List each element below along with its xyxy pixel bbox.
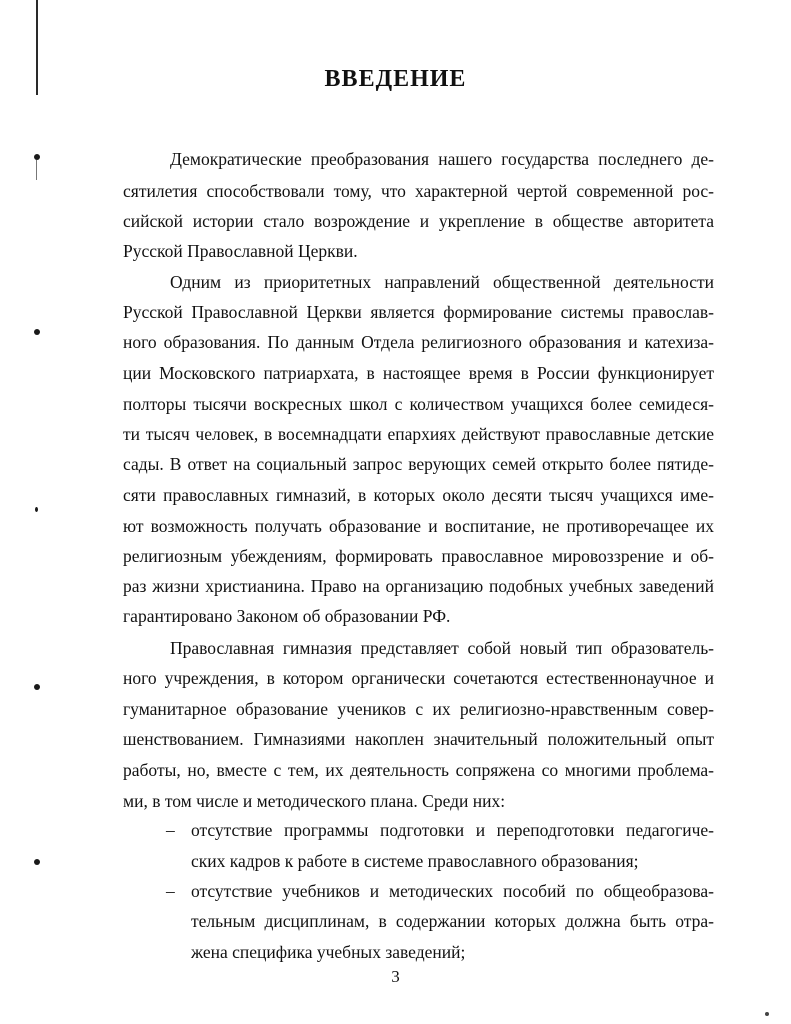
paragraph-line: раз жизни христианина. Право на организацию подобных учебных заведений	[123, 576, 714, 596]
paragraph-line: сады. В ответ на социальный запрос верующих семей открыто более пятиде-	[123, 454, 714, 474]
paragraph-line: Русской Православной Церкви.	[123, 241, 358, 261]
binder-hole-dot	[34, 154, 40, 160]
list-item-line: жена специфика учебных заведений;	[191, 942, 466, 962]
paragraph-line: Демократические преобразования нашего государства последнего де-	[170, 149, 714, 169]
paragraph-line: религиозным убеждениям, формировать православное мировоззрение и об-	[123, 546, 714, 566]
page-number: 3	[391, 967, 400, 986]
paragraph-line: полторы тысячи воскресных школ с количеством учащихся более семидеся-	[123, 394, 714, 414]
binder-hole-dot	[34, 329, 40, 335]
paragraph-line: ного учреждения, в котором органически сочетаются естественнонаучное и	[123, 668, 714, 688]
page-title: ВВЕДЕНИЕ	[324, 66, 467, 92]
paragraph-line: ми, в том числе и методического плана. Среди них:	[123, 791, 506, 811]
scan-edge-mark	[36, 160, 37, 180]
paragraph-line: гарантировано Законом об образовании РФ.	[123, 606, 451, 626]
paragraph-line: Русской Православной Церкви является формирование системы православ-	[123, 302, 714, 322]
paragraph-line: сяти православных гимназий, в которых около десяти тысяч учащихся име-	[123, 485, 714, 505]
list-dash: –	[166, 820, 175, 840]
paragraph-line: Православная гимназия представляет собой новый тип образователь-	[170, 638, 714, 658]
scan-corner-mark	[765, 1012, 769, 1016]
list-item-line: отсутствие программы подготовки и переподготовки педагогиче-	[191, 820, 714, 840]
paragraph-line: ют возможность получать образование и воспитание, не противоречащее их	[123, 516, 714, 536]
paragraph-line: работы, но, вместе с тем, их деятельность сопряжена со многими проблема-	[123, 760, 714, 780]
binder-hole-dot	[34, 684, 40, 690]
paragraph-line: шенствованием. Гимназиями накоплен значительный положительный опыт	[123, 729, 714, 749]
paragraph-line: Одним из приоритетных направлений общественной деятельности	[170, 272, 714, 292]
paragraph-line: сятилетия способствовали тому, что характерной чертой современной рос-	[123, 181, 714, 201]
list-item-line: ских кадров к работе в системе православного образования;	[191, 851, 639, 871]
paragraph-line: ти тысяч человек, в восемнадцати епархиях действуют православные детские	[123, 424, 714, 444]
list-item-line: отсутствие учебников и методических пособий по общеобразова-	[191, 881, 714, 901]
binder-hole-dot	[34, 859, 40, 865]
paragraph-line: ции Московского патриархата, в настоящее время в России функционирует	[123, 363, 714, 383]
list-item-line: тельным дисциплинам, в содержании которых должна быть отра-	[191, 911, 714, 931]
paragraph-line: ного образования. По данным Отдела религиозного образования и катехиза-	[123, 332, 714, 352]
paragraph-line: гуманитарное образование учеников с их религиозно-нравственным совер-	[123, 699, 714, 719]
binder-hole-dot	[35, 507, 38, 512]
list-dash: –	[166, 881, 175, 901]
paragraph-line: сийской истории стало возрождение и укрепление в обществе авторитета	[123, 211, 714, 231]
